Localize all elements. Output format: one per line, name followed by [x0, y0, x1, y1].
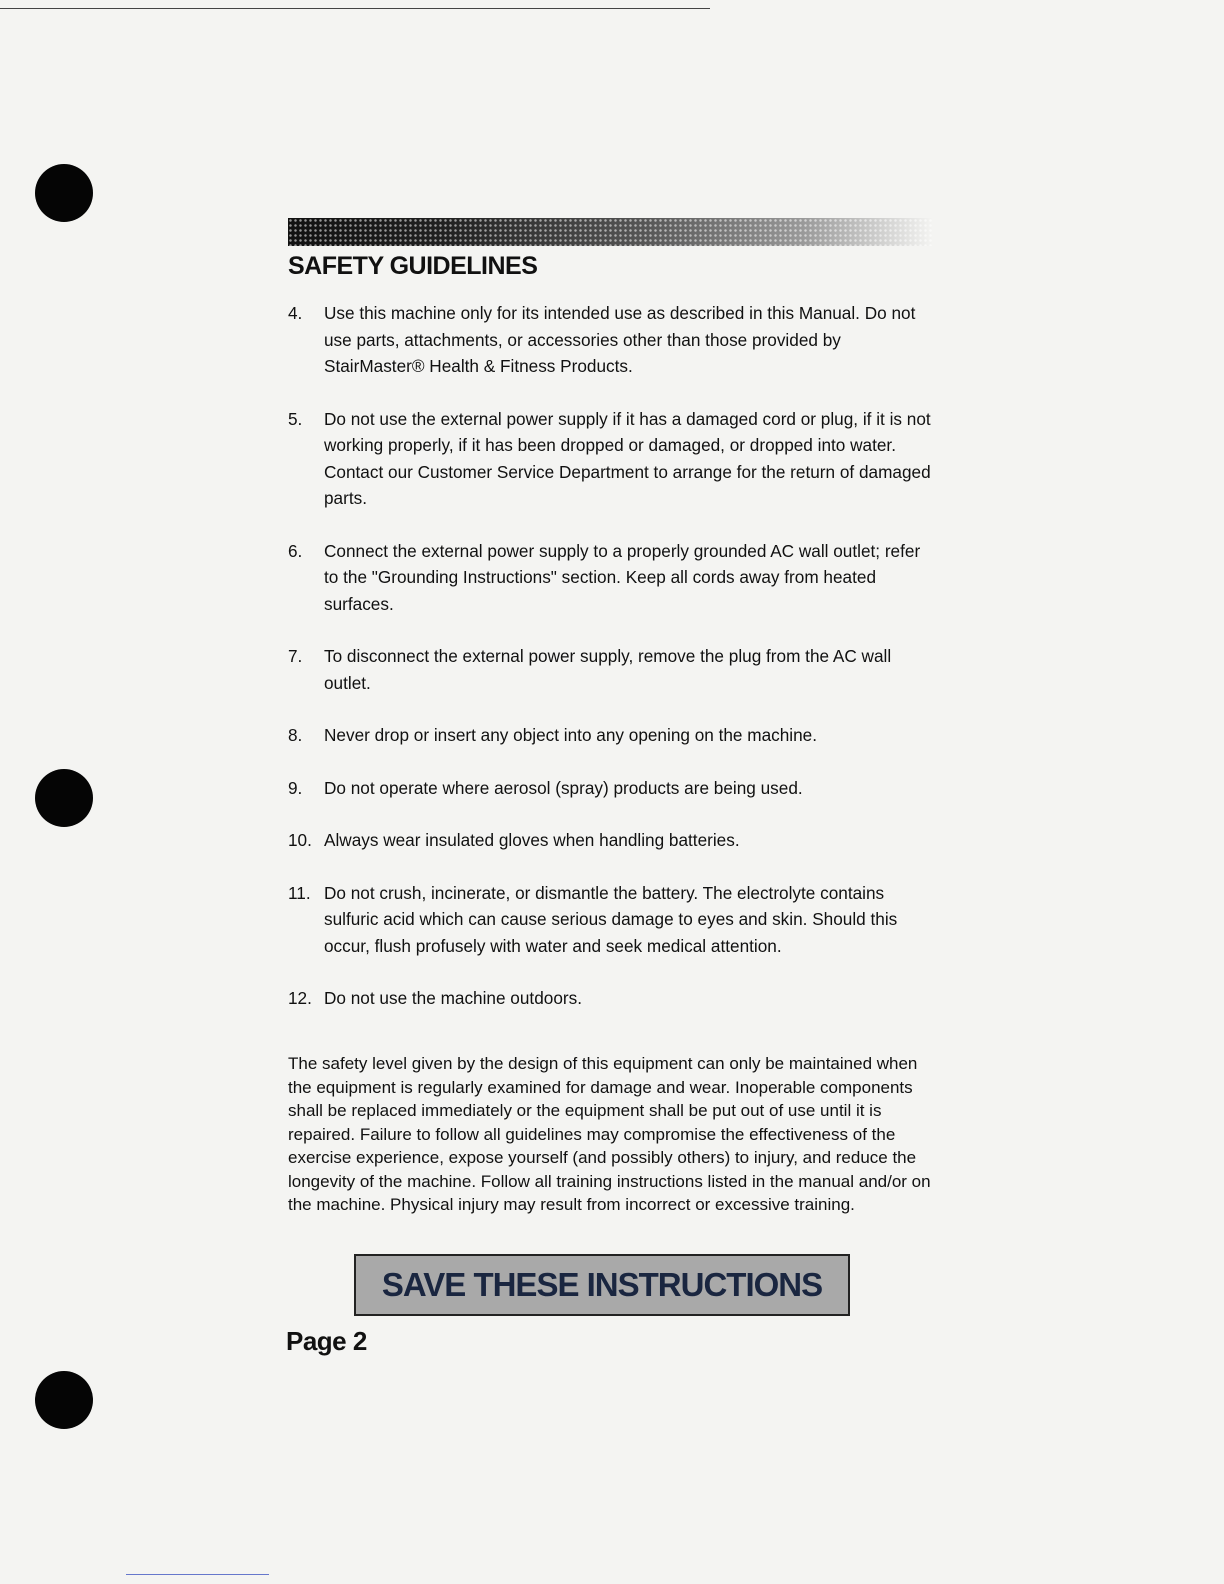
item-text: Connect the external power supply to a properly grounded AC wall outlet; refer to the "Grounding Instructions" section. Keep all cords away from heated surfaces. — [324, 540, 921, 614]
item-number: 4. — [288, 303, 303, 323]
item-number: 12. — [288, 988, 312, 1008]
save-instructions-label: SAVE THESE INSTRUCTIONS — [381, 1266, 823, 1303]
item-text: Use this machine only for its intended use as described in this Manual. Do not use parts, attachments, or accessories other than those provided by StairMaster® Health & Fitness Products. — [324, 303, 916, 376]
item-text: Do not use the external power supply if it has a damaged cord or plug, if it is not working properly, if it has been dropped or damaged, or dropped into water. Contact our Customer Service Department to arrange for the return of damaged parts. — [324, 408, 931, 508]
item-number: 9. — [288, 777, 303, 798]
item-text: Do not crush, incinerate, or dismantle the battery. The electrolyte contains sulfuric acid which can cause serious damage to eyes and skin. Should this occur, flush profusely with water and seek medical attention. — [324, 882, 898, 956]
list-item — [288, 300, 938, 380]
item-number: 5. — [288, 408, 303, 429]
item-text: Do not use the machine outdoors. — [324, 988, 582, 1008]
list-item — [288, 775, 938, 802]
bottom-rule — [126, 1574, 269, 1575]
maintenance-paragraph: The safety level given by the design of this equipment can only be maintained when the equipment is regularly examined for damage and wear. Inoperable components shall be replaced immediately or the equipment shall be put out of use until it is repaired. Failure to follow all guidelines may compromise the effectiveness of the exercise experience, expose yourself (and possibly others) to injury, and reduce the longevity of the machine. Follow all training instructions listed in the manual and/or on the machine. Physical injury may result from incorrect or excessive training. — [288, 1054, 931, 1214]
top-rule — [0, 8, 710, 9]
item-number: 6. — [288, 540, 303, 561]
item-number: 7. — [288, 646, 303, 666]
item-text: Never drop or insert any object into any opening on the machine. — [324, 725, 818, 745]
list-item — [288, 880, 938, 960]
save-instructions-callout — [354, 1254, 850, 1316]
page-number: Page 2 — [286, 1326, 367, 1356]
item-text: To disconnect the external power supply, remove the plug from the AC wall outlet. — [324, 646, 892, 693]
list-item — [288, 406, 938, 512]
item-number: 10. — [288, 830, 312, 850]
item-text: Do not operate where aerosol (spray) products are being used. — [324, 777, 803, 798]
list-item — [288, 722, 938, 749]
binder-hole-bottom — [35, 1371, 93, 1429]
list-item — [288, 643, 938, 696]
item-number: 11. — [288, 882, 311, 903]
item-number: 8. — [288, 725, 303, 745]
list-item — [288, 538, 938, 618]
binder-hole-middle — [35, 769, 93, 827]
guidelines-list — [288, 300, 938, 1012]
header-bar — [288, 218, 933, 246]
item-text: Always wear insulated gloves when handling batteries. — [324, 830, 740, 850]
section-title: SAFETY GUIDELINES — [288, 252, 538, 280]
list-item — [288, 827, 938, 854]
list-item — [288, 985, 938, 1012]
binder-hole-top — [35, 164, 93, 222]
